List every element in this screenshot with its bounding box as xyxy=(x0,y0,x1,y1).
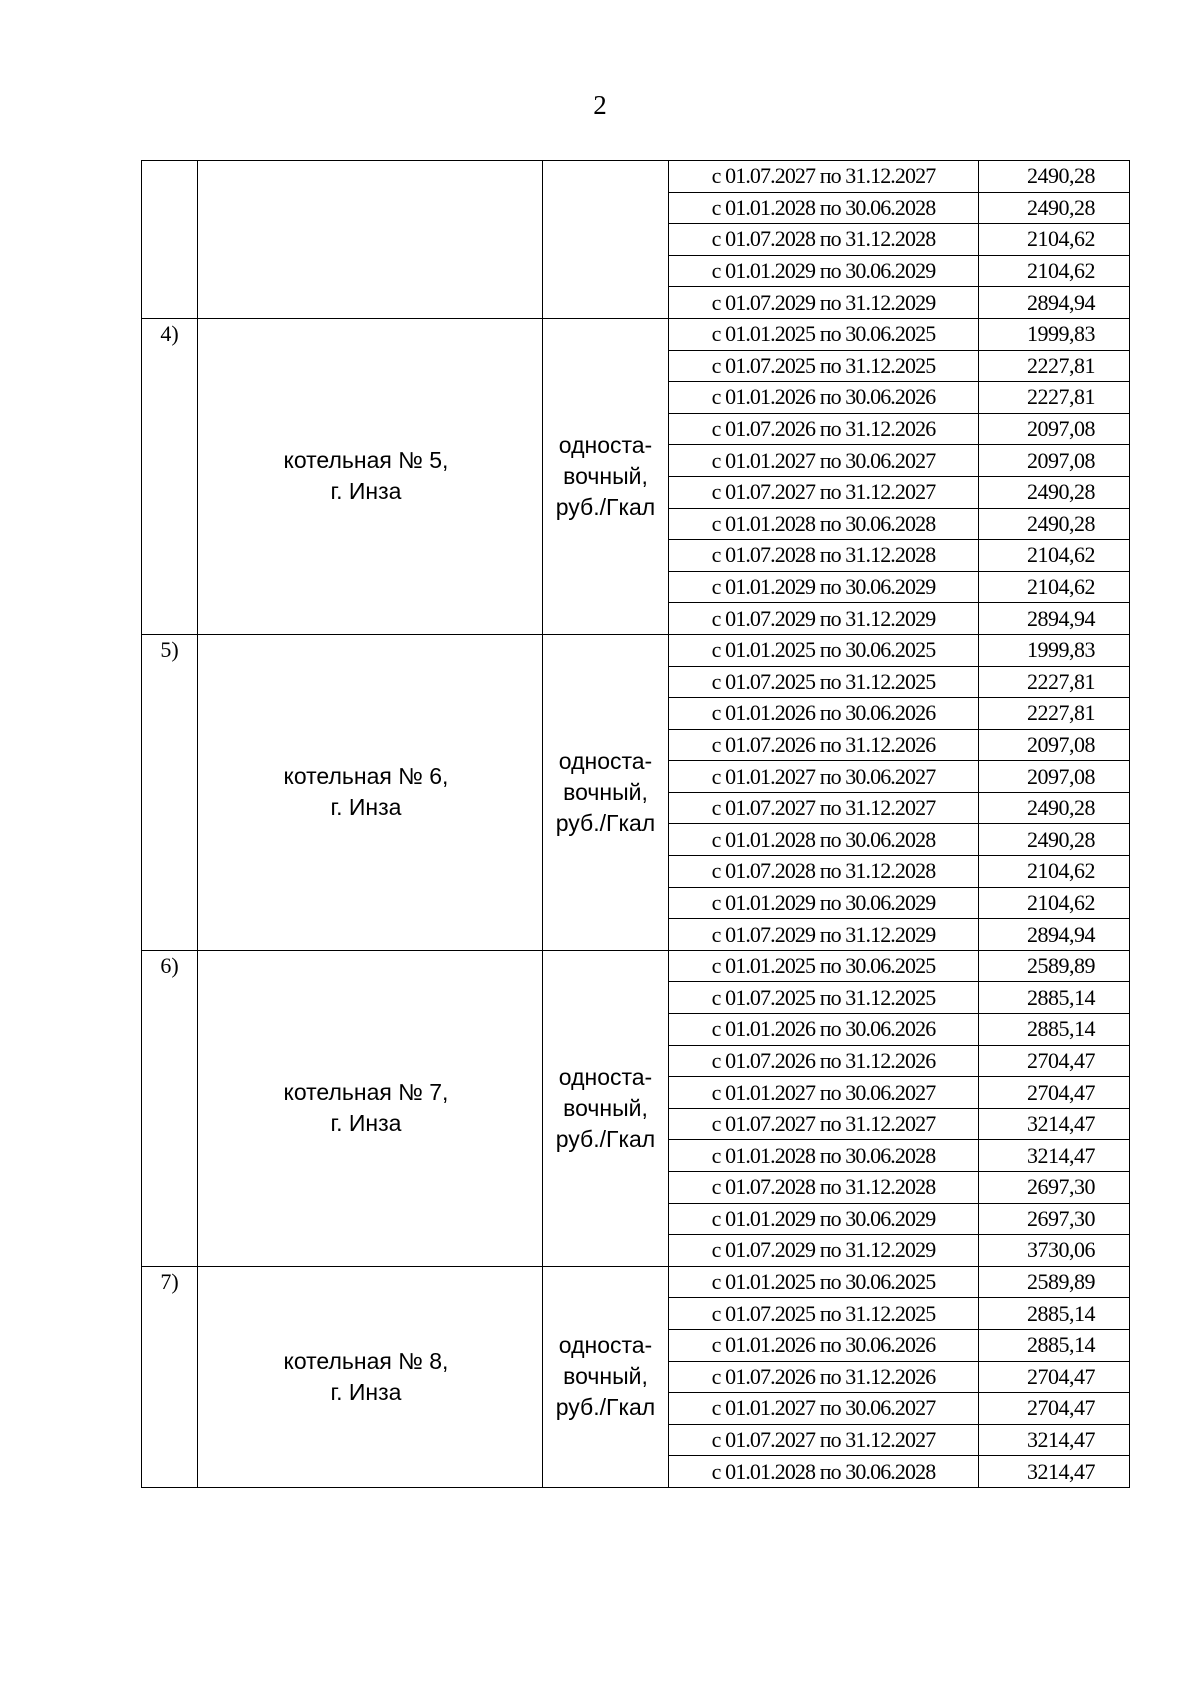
period-cell: с 01.01.2029 по 30.06.2029 xyxy=(669,255,979,287)
boiler-name-line: г. Инза xyxy=(330,1110,402,1137)
period-cell: с 01.01.2027 по 30.06.2027 xyxy=(669,1393,979,1425)
tariff-value-cell: 2104,62 xyxy=(979,540,1130,572)
period-cell: с 01.01.2026 по 30.06.2026 xyxy=(669,1014,979,1046)
row-number-cell: 6) xyxy=(142,950,198,1266)
tariff-value-cell: 1999,83 xyxy=(979,634,1130,666)
period-cell: с 01.01.2025 по 30.06.2025 xyxy=(669,634,979,666)
tariff-value-cell: 2589,89 xyxy=(979,1266,1130,1298)
tariff-value-cell: 2227,81 xyxy=(979,382,1130,414)
boiler-name-cell xyxy=(198,950,543,1266)
tariff-value-cell: 2894,94 xyxy=(979,287,1130,319)
tariff-type-line: односта- xyxy=(558,1063,653,1090)
period-cell: с 01.07.2026 по 31.12.2026 xyxy=(669,729,979,761)
tariff-value-cell: 2104,62 xyxy=(979,255,1130,287)
tariff-value-cell: 2885,14 xyxy=(979,1329,1130,1361)
table-row xyxy=(142,161,1130,193)
row-number-cell: 7) xyxy=(142,1266,198,1487)
tariff-type-line: руб./Гкал xyxy=(555,1125,656,1152)
tariff-value-cell: 2097,08 xyxy=(979,445,1130,477)
period-cell: с 01.01.2026 по 30.06.2026 xyxy=(669,382,979,414)
tariff-value-cell: 2589,89 xyxy=(979,950,1130,982)
tariff-value-cell: 2490,28 xyxy=(979,476,1130,508)
period-cell: с 01.07.2025 по 31.12.2025 xyxy=(669,982,979,1014)
tariff-value-cell: 2490,28 xyxy=(979,824,1130,856)
period-cell: с 01.01.2029 по 30.06.2029 xyxy=(669,1203,979,1235)
tariff-value-cell: 2227,81 xyxy=(979,350,1130,382)
page-number: 2 xyxy=(593,90,607,120)
period-cell: с 01.07.2025 по 31.12.2025 xyxy=(669,350,979,382)
tariff-value-cell: 3214,47 xyxy=(979,1140,1130,1172)
tariff-table xyxy=(141,160,1130,1488)
period-cell: с 01.07.2025 по 31.12.2025 xyxy=(669,666,979,698)
period-cell: с 01.07.2027 по 31.12.2027 xyxy=(669,476,979,508)
tariff-value-cell: 2490,28 xyxy=(979,192,1130,224)
period-cell: с 01.07.2025 по 31.12.2025 xyxy=(669,1298,979,1330)
tariff-value-cell: 2885,14 xyxy=(979,982,1130,1014)
tariff-type-line: руб./Гкал xyxy=(555,1394,656,1421)
tariff-type-line: вочный, xyxy=(563,778,648,805)
tariff-table-body xyxy=(142,161,1130,1488)
tariff-type-line: вочный, xyxy=(563,1094,648,1121)
tariff-value-cell: 2885,14 xyxy=(979,1298,1130,1330)
tariff-value-cell: 1999,83 xyxy=(979,318,1130,350)
tariff-value-cell: 3214,47 xyxy=(979,1456,1130,1488)
tariff-type-cell xyxy=(543,161,669,319)
tariff-value-cell: 2697,30 xyxy=(979,1203,1130,1235)
period-cell: с 01.07.2027 по 31.12.2027 xyxy=(669,1424,979,1456)
tariff-type-cell xyxy=(543,318,669,634)
tariff-type-cell xyxy=(543,1266,669,1487)
tariff-value-cell: 2894,94 xyxy=(979,603,1130,635)
tariff-value-cell: 2104,62 xyxy=(979,887,1130,919)
tariff-value-cell: 2227,81 xyxy=(979,666,1130,698)
period-cell: с 01.01.2026 по 30.06.2026 xyxy=(669,1329,979,1361)
tariff-value-cell: 3730,06 xyxy=(979,1235,1130,1267)
period-cell: с 01.07.2027 по 31.12.2027 xyxy=(669,1108,979,1140)
tariff-type-line: односта- xyxy=(558,747,653,774)
period-cell: с 01.01.2027 по 30.06.2027 xyxy=(669,761,979,793)
period-cell: с 01.01.2025 по 30.06.2025 xyxy=(669,950,979,982)
tariff-value-cell: 2490,28 xyxy=(979,508,1130,540)
tariff-type-line: вочный, xyxy=(563,1363,648,1390)
period-cell: с 01.01.2028 по 30.06.2028 xyxy=(669,192,979,224)
tariff-value-cell: 2490,28 xyxy=(979,161,1130,193)
period-cell: с 01.01.2029 по 30.06.2029 xyxy=(669,571,979,603)
tariff-value-cell: 2227,81 xyxy=(979,698,1130,730)
period-cell: с 01.07.2026 по 31.12.2026 xyxy=(669,413,979,445)
period-cell: с 01.01.2028 по 30.06.2028 xyxy=(669,508,979,540)
period-cell: с 01.01.2025 по 30.06.2025 xyxy=(669,318,979,350)
boiler-name-cell xyxy=(198,161,543,319)
period-cell: с 01.01.2028 по 30.06.2028 xyxy=(669,1140,979,1172)
period-cell: с 01.01.2025 по 30.06.2025 xyxy=(669,1266,979,1298)
period-cell: с 01.07.2028 по 31.12.2028 xyxy=(669,540,979,572)
tariff-value-cell: 3214,47 xyxy=(979,1108,1130,1140)
tariff-type-cell xyxy=(543,950,669,1266)
period-cell: с 01.01.2028 по 30.06.2028 xyxy=(669,824,979,856)
tariff-value-cell: 2097,08 xyxy=(979,413,1130,445)
period-cell: с 01.07.2028 по 31.12.2028 xyxy=(669,1172,979,1204)
table-row xyxy=(142,950,1130,982)
period-cell: с 01.01.2026 по 30.06.2026 xyxy=(669,698,979,730)
boiler-name-cell xyxy=(198,1266,543,1487)
period-cell: с 01.07.2027 по 31.12.2027 xyxy=(669,792,979,824)
tariff-type-line: односта- xyxy=(558,1332,653,1359)
row-number-cell: 4) xyxy=(142,318,198,634)
boiler-name-line: котельная № 7, xyxy=(283,1079,449,1106)
tariff-value-cell: 2490,28 xyxy=(979,792,1130,824)
boiler-name-line: котельная № 6, xyxy=(283,763,449,790)
boiler-name-cell xyxy=(198,634,543,950)
tariff-value-cell: 2104,62 xyxy=(979,856,1130,888)
period-cell: с 01.07.2026 по 31.12.2026 xyxy=(669,1361,979,1393)
period-cell: с 01.07.2029 по 31.12.2029 xyxy=(669,919,979,951)
tariff-value-cell: 2104,62 xyxy=(979,571,1130,603)
tariff-value-cell: 2894,94 xyxy=(979,919,1130,951)
row-number-cell: 5) xyxy=(142,634,198,950)
table-row xyxy=(142,634,1130,666)
boiler-name-cell xyxy=(198,318,543,634)
table-row xyxy=(142,1266,1130,1298)
tariff-value-cell: 2704,47 xyxy=(979,1393,1130,1425)
row-number-cell xyxy=(142,161,198,319)
tariff-value-cell: 2104,62 xyxy=(979,224,1130,256)
tariff-value-cell: 2885,14 xyxy=(979,1014,1130,1046)
period-cell: с 01.07.2026 по 31.12.2026 xyxy=(669,1045,979,1077)
tariff-value-cell: 3214,47 xyxy=(979,1424,1130,1456)
period-cell: с 01.01.2027 по 30.06.2027 xyxy=(669,1077,979,1109)
tariff-value-cell: 2704,47 xyxy=(979,1361,1130,1393)
boiler-name-line: г. Инза xyxy=(330,1378,402,1405)
period-cell: с 01.07.2029 по 31.12.2029 xyxy=(669,1235,979,1267)
boiler-name-line: котельная № 8, xyxy=(283,1347,449,1374)
period-cell: с 01.01.2027 по 30.06.2027 xyxy=(669,445,979,477)
period-cell: с 01.07.2027 по 31.12.2027 xyxy=(669,161,979,193)
boiler-name-line: г. Инза xyxy=(330,478,402,505)
tariff-value-cell: 2097,08 xyxy=(979,761,1130,793)
tariff-value-cell: 2704,47 xyxy=(979,1077,1130,1109)
tariff-type-cell xyxy=(543,634,669,950)
boiler-name-line: котельная № 5, xyxy=(283,447,449,474)
boiler-name-line: г. Инза xyxy=(330,794,402,821)
tariff-value-cell: 2697,30 xyxy=(979,1172,1130,1204)
period-cell: с 01.07.2029 по 31.12.2029 xyxy=(669,287,979,319)
tariff-type-line: односта- xyxy=(558,431,653,458)
period-cell: с 01.01.2029 по 30.06.2029 xyxy=(669,887,979,919)
period-cell: с 01.07.2029 по 31.12.2029 xyxy=(669,603,979,635)
period-cell: с 01.01.2028 по 30.06.2028 xyxy=(669,1456,979,1488)
tariff-value-cell: 2097,08 xyxy=(979,729,1130,761)
table-row xyxy=(142,318,1130,350)
period-cell: с 01.07.2028 по 31.12.2028 xyxy=(669,224,979,256)
tariff-type-line: вочный, xyxy=(563,462,648,489)
period-cell: с 01.07.2028 по 31.12.2028 xyxy=(669,856,979,888)
tariff-value-cell: 2704,47 xyxy=(979,1045,1130,1077)
tariff-type-line: руб./Гкал xyxy=(555,809,656,836)
tariff-type-line: руб./Гкал xyxy=(555,493,656,520)
